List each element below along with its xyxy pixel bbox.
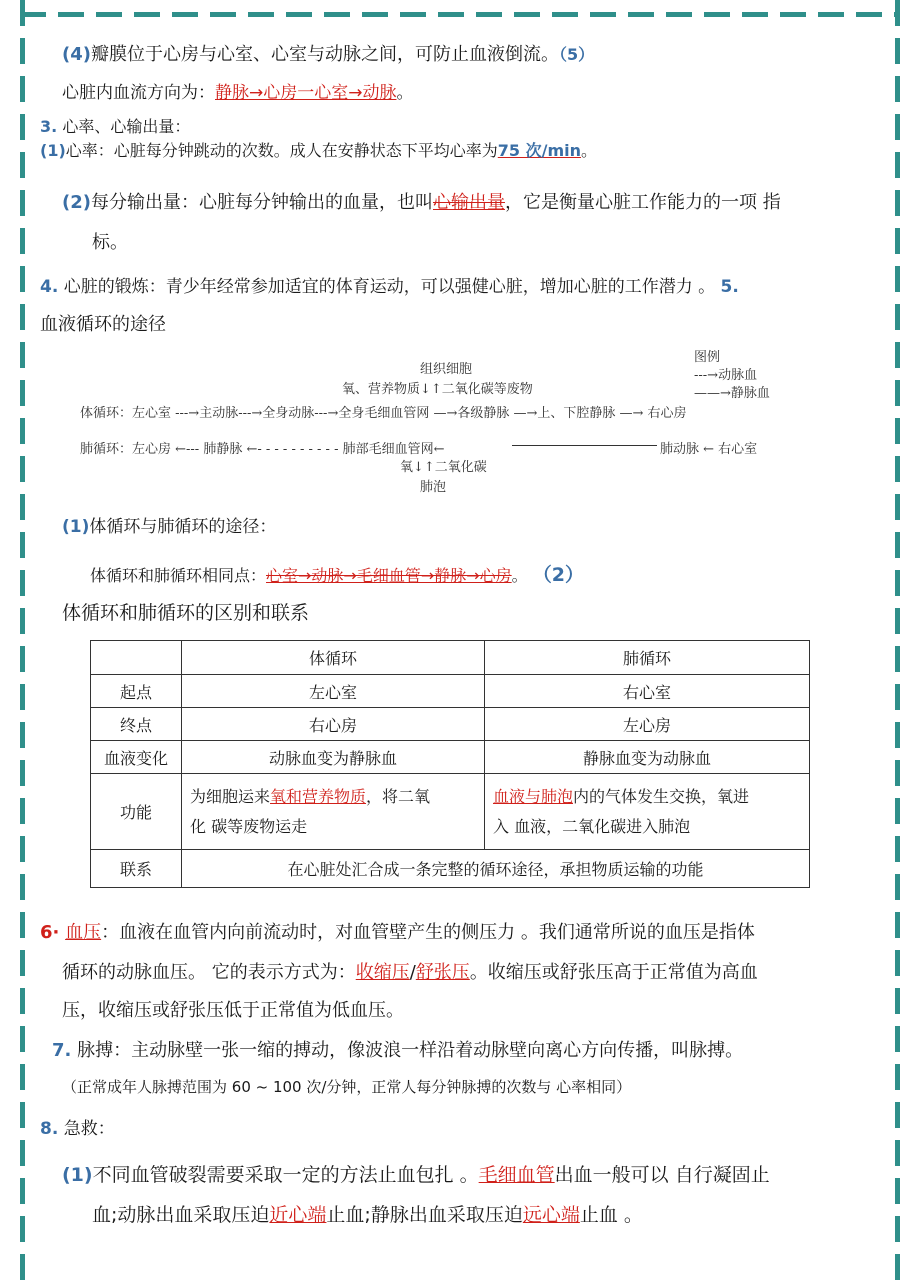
bp-slash: / [409, 962, 416, 983]
exchange-bottom-label: 氧↓↑二氧化碳 [400, 460, 487, 475]
func-a-line2: 化 碳等废物运走 [190, 816, 308, 836]
first-aid-text-b: 出血一般可以 自行凝固止 [554, 1164, 770, 1186]
table-cell-link: 在心脏处汇合成一条完整的循环途径，承担物质运输的功能 [182, 850, 810, 888]
item-number: (1) [40, 141, 66, 160]
diastolic-answer: 舒张压 [415, 962, 470, 983]
same-points-line [90, 560, 584, 587]
first-aid-line2-b: 止血;静脉出血采取压迫 [326, 1204, 523, 1226]
legend-vein: ——→静脉血 [694, 386, 770, 401]
section-number: 8. [40, 1119, 59, 1139]
section-6-line2 [62, 958, 758, 984]
valve-text: 瓣膜位于心房与心室、心室与动脉之间，可防止血液倒流。 [90, 44, 559, 65]
item-tail: （2） [532, 564, 584, 586]
cardiac-output-line [62, 188, 781, 214]
section-3-heading [40, 114, 190, 137]
proximal-answer: 近心端 [269, 1204, 327, 1226]
heart-rate-end: 。 [581, 141, 598, 160]
pulmonary-route-right: 肺动脉 ← 右心室 [660, 442, 758, 457]
same-points-end: 。 [511, 566, 528, 585]
blood-pressure-text: ：血液在血管内向前流动时，对血管壁产生的侧压力 。我们通常所说的血压是指体 [101, 922, 755, 943]
first-aid-line2-a: 血;动脉出血采取压迫 [92, 1204, 270, 1226]
table-cell: 静脉血变为动脉血 [485, 741, 810, 774]
table-header-cell: 体循环 [182, 641, 485, 675]
pulmonary-route-left: 肺循环：左心房 ←--- 肺静脉 ←- - - - - - - - - - 肺部毛细血管网← [80, 442, 445, 457]
heart-rate-text: 心率：心脏每分钟跳动的次数。成人在安静状态下平均心率为 [65, 141, 498, 160]
first-aid-line2 [92, 1200, 643, 1227]
routes-heading [62, 512, 276, 537]
flow-label: 心脏内血流方向为： [62, 83, 215, 103]
section-4-line [40, 272, 739, 297]
distal-answer: 远心端 [522, 1204, 580, 1226]
section-number: 3. [40, 117, 58, 136]
section-6-line3: 压，收缩压或舒张压低于正常值为低血压。 [62, 1000, 404, 1021]
circulation-heading: 血液循环的途径 [40, 314, 166, 335]
same-points-label: 体循环和肺循环相同点： [90, 566, 267, 585]
comparison-table [90, 640, 810, 888]
table-row-label: 起点 [91, 675, 182, 708]
item-number: (2) [62, 192, 91, 213]
flow-line [62, 78, 414, 103]
func-b-post: 内的气体发生交换，氧进 [573, 786, 750, 806]
section-number: 5. [720, 277, 739, 297]
table-cell: 动脉血变为静脉血 [182, 741, 485, 774]
first-aid-line2-c: 止血 。 [579, 1204, 643, 1226]
table-cell: 右心房 [182, 708, 485, 741]
table-row-function [91, 774, 810, 850]
table-cell-function-systemic [182, 774, 485, 850]
table-row-label: 血液变化 [91, 741, 182, 774]
section-6-line1 [40, 918, 755, 944]
table-cell: 右心室 [485, 675, 810, 708]
first-aid-line1 [62, 1160, 770, 1187]
table-header-cell: 肺循环 [485, 641, 810, 675]
legend-title: 图例 [694, 350, 721, 365]
dashed-border-top [20, 12, 900, 17]
exchange-top-label: 氧、营养物质↓↑二氧化碳等废物 [342, 382, 533, 397]
cardiac-output-text: 每分输出量：心脏每分钟输出的血量，也叫 [90, 192, 433, 213]
table-header-cell [91, 641, 182, 675]
difference-heading: 体循环和肺循环的区别和联系 [62, 602, 310, 624]
bp-line2-text: 循环的动脉血压。 它的表示方式为： [62, 962, 356, 983]
systolic-answer: 收缩压 [355, 962, 410, 983]
section-4-text: 心脏的锻炼：青少年经常参加适宜的体育运动，可以强健心脏，增加心脏的工作潜力 。 [63, 277, 716, 297]
flow-answer: 静脉→心房一心室→动脉 [215, 83, 397, 103]
func-b-line2: 入 血液，二氧化碳进入肺泡 [493, 816, 691, 836]
same-points-answer: 心室→动脉→毛细血管→静脉→心房 [266, 566, 512, 585]
systemic-route: 体循环：左心室 ---→主动脉---→全身动脉---→全身毛细血管网 —→各级静脉 —→上、下腔静脉 —→ 右心房 [80, 406, 687, 421]
section-7-line [52, 1036, 743, 1062]
table-row-label: 联系 [91, 850, 182, 888]
heart-rate-answer: 75 次/min [497, 141, 582, 160]
flow-end: 。 [396, 83, 414, 103]
cardiac-output-answer: 心输出量 [432, 192, 505, 213]
circulation-diagram [80, 350, 800, 500]
legend-artery: ---→动脉血 [694, 368, 758, 383]
tissue-cells-label: 组织细胞 [420, 362, 473, 377]
item-number: (1) [62, 517, 90, 537]
routes-heading-text: 体循环与肺循环的途径： [89, 517, 277, 537]
table-header-row [91, 641, 810, 675]
blood-pressure-term: 血压 [65, 922, 102, 943]
table-row [91, 850, 810, 888]
bp-line2-text-b: 。收缩压或舒张压高于正常值为高血 [469, 962, 758, 983]
item-tail: （5） [558, 45, 595, 64]
capillary-answer: 毛细血管 [478, 1164, 555, 1186]
heart-rate-line [40, 138, 597, 161]
pulmonary-arrow-line [512, 445, 657, 446]
table-row [91, 741, 810, 774]
item-number: (1) [62, 1164, 93, 1186]
cardiac-output-text-b: ，它是衡量心脏工作能力的一项 指 [504, 192, 781, 213]
valve-line [62, 40, 594, 66]
func-b-answer: 血液与肺泡 [493, 786, 574, 806]
table-cell: 左心房 [485, 708, 810, 741]
func-a-post: ，将二氧 [366, 786, 431, 806]
table-cell: 左心室 [182, 675, 485, 708]
table-row-label: 功能 [91, 774, 182, 850]
table-cell-function-pulmonary [485, 774, 810, 850]
section-number: 6· [40, 922, 60, 943]
section-8-heading [40, 1114, 115, 1139]
section-title: 心率、心输出量： [62, 117, 191, 136]
table-row-label: 终点 [91, 708, 182, 741]
section-title: 急救： [63, 1119, 115, 1139]
func-a-pre: 为细胞运来 [190, 786, 271, 806]
pulse-text: 脉搏：主动脉壁一张一缩的搏动，像波浪一样沿着动脉壁向离心方向传播，叫脉搏。 [77, 1040, 744, 1061]
pulse-note: （正常成年人脉搏范围为 60 ~ 100 次/分钟，正常人每分钟脉搏的次数与 心率相同） [62, 1078, 632, 1096]
dashed-border-right [895, 0, 900, 1280]
table-row [91, 708, 810, 741]
section-number: 4. [40, 277, 59, 297]
table-row [91, 675, 810, 708]
cardiac-output-line2: 标。 [92, 232, 128, 253]
item-number: (4) [62, 44, 91, 65]
alveoli-label: 肺泡 [420, 480, 447, 495]
func-a-answer: 氧和营养物质 [270, 786, 367, 806]
dashed-border-left [20, 0, 25, 1280]
section-number: 7. [52, 1040, 72, 1061]
first-aid-text: 不同血管破裂需要采取一定的方法止血包扎 。 [92, 1164, 479, 1186]
